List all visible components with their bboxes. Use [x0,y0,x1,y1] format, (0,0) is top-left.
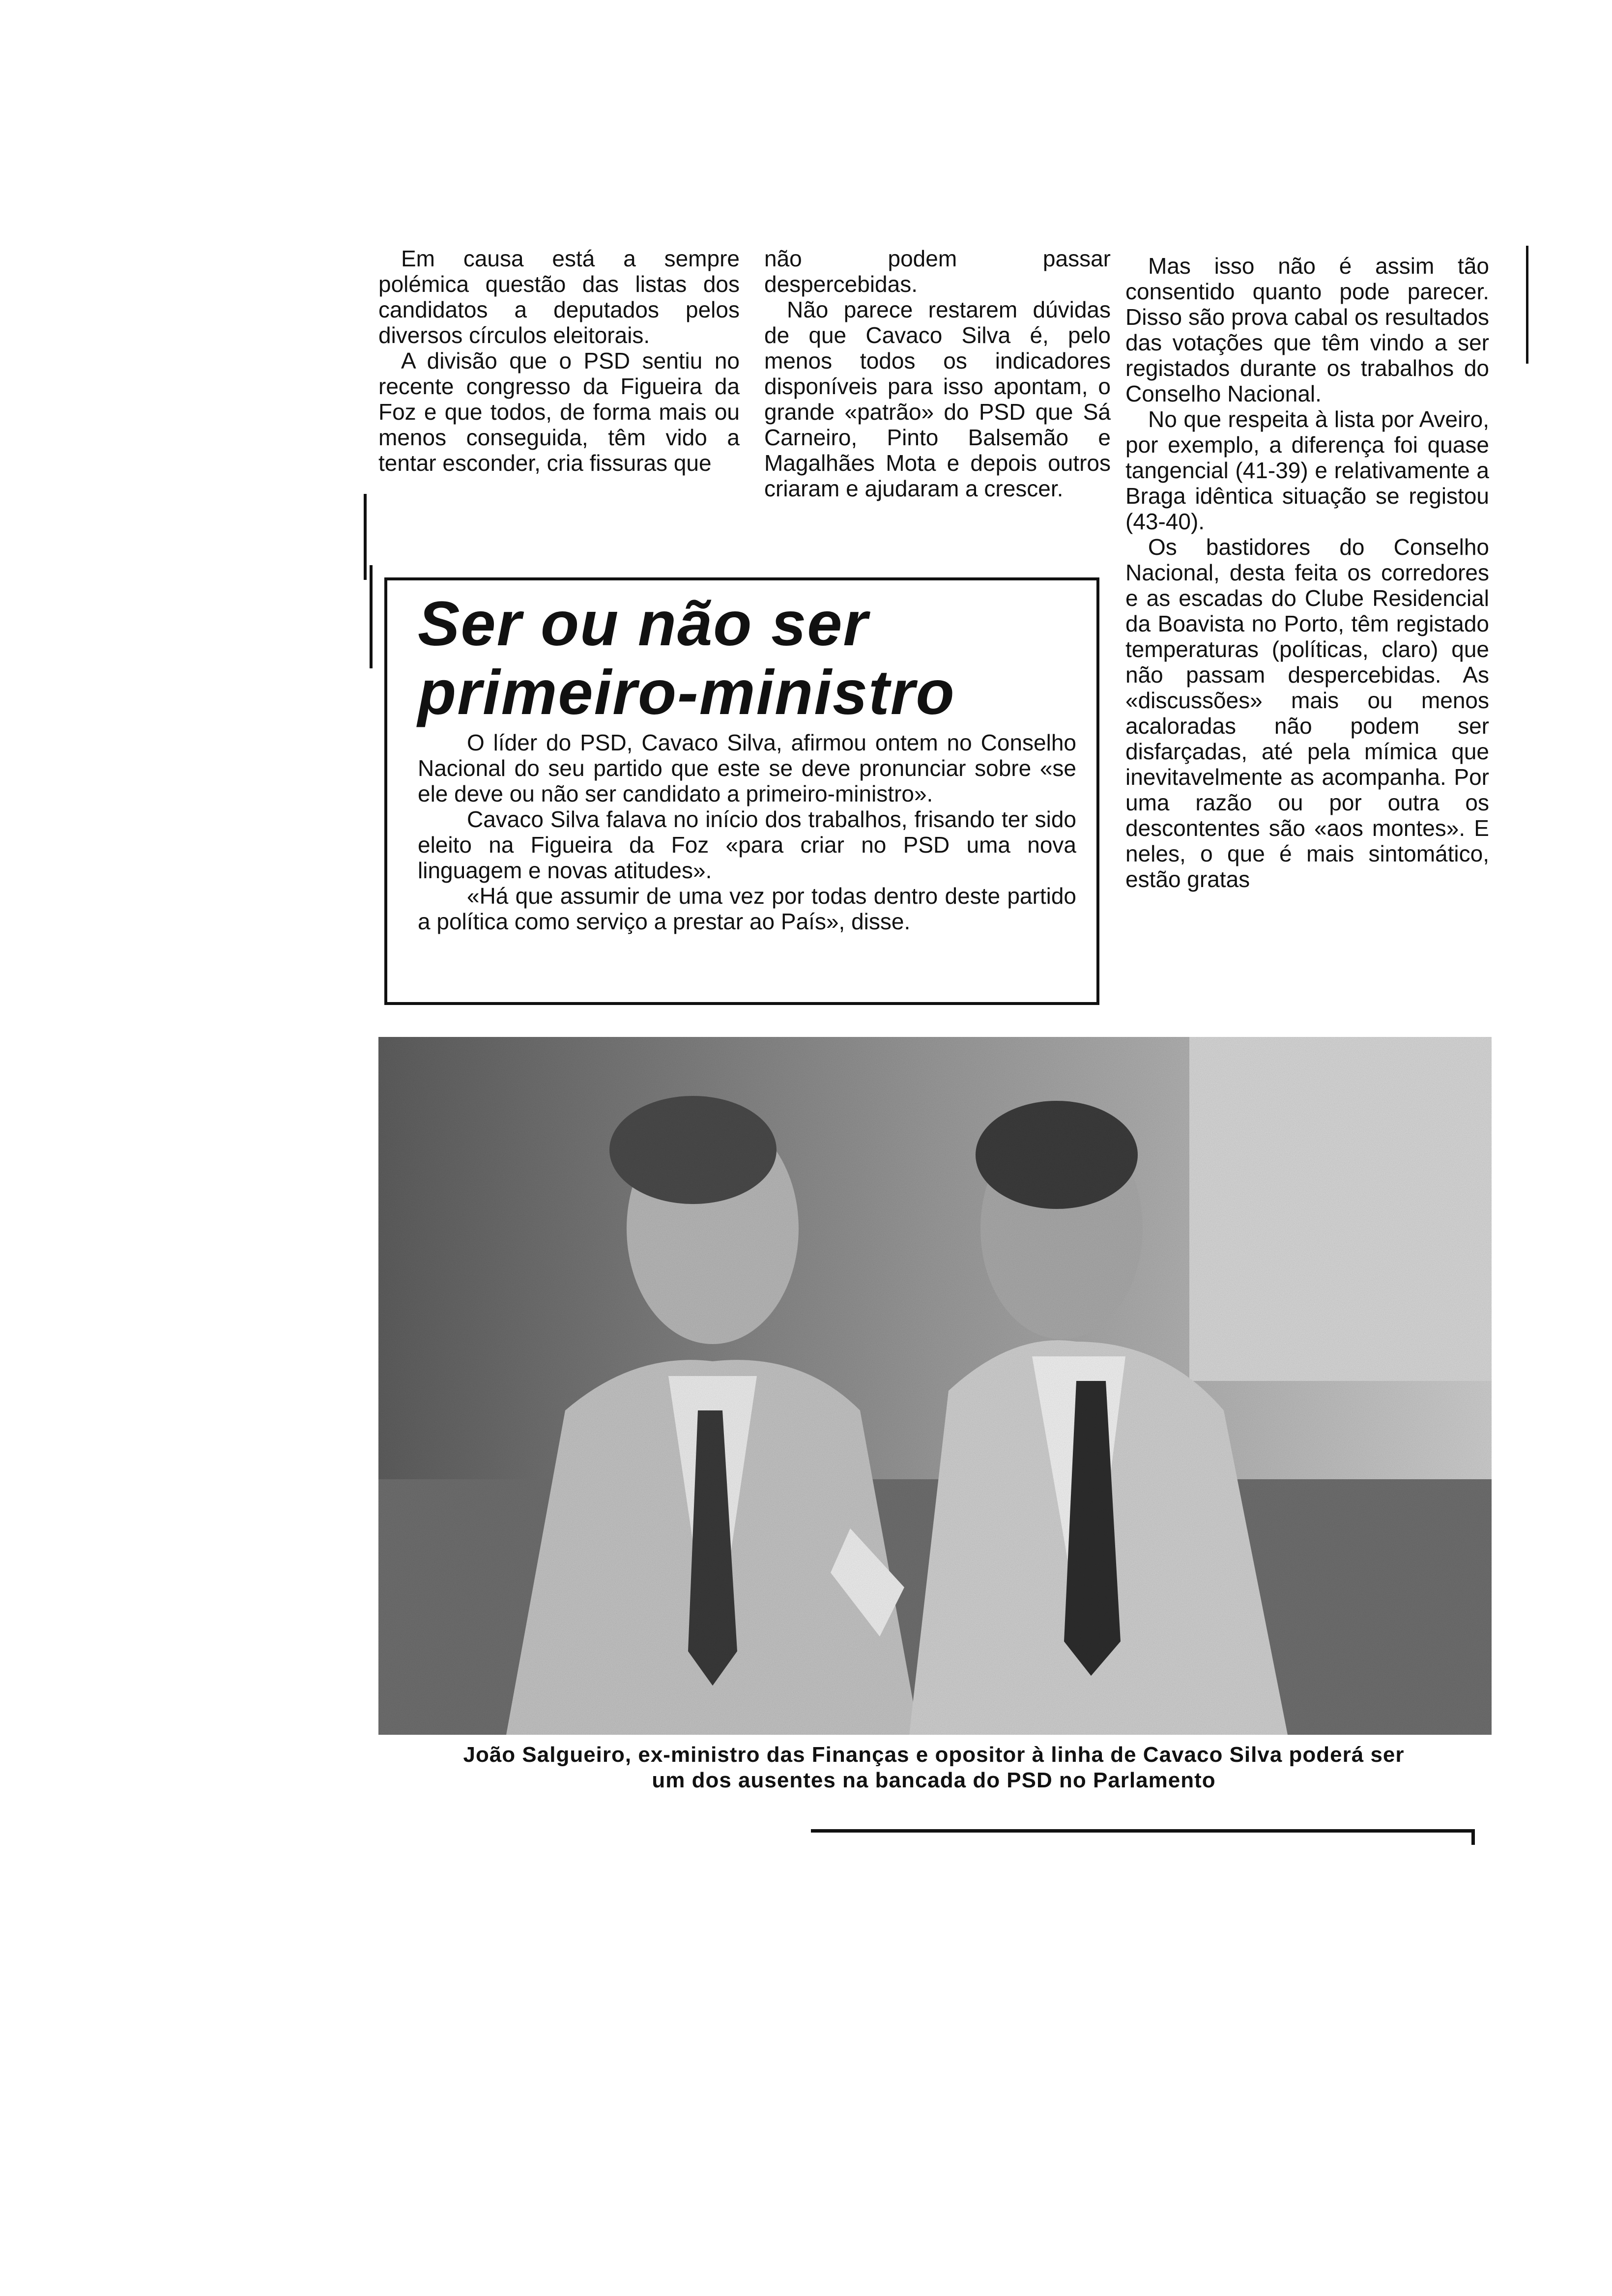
sidebar-body [418,730,1076,934]
paragraph: No que respeita à lista por Aveiro, por exemplo, a diferença foi quase tangencial (41-39) e relativamente a Braga idêntica situação se registou (43-40). [1125,406,1489,534]
headline-line-1: Ser ou não ser [418,589,869,659]
article-column-2 [764,246,1111,501]
article-column-3 [1125,253,1489,892]
paragraph: «Há que assumir de uma vez por todas dentro deste partido a política como serviço a prestar ao País», disse. [418,883,1076,934]
paragraph: A divisão que o PSD sentiu no recente congresso da Figueira da Foz e que todos, de forma mais ou menos conseguida, têm vido a tentar esconder, cria fissuras que [378,348,740,476]
article-column-1 [378,246,740,476]
paragraph: Em causa está a sempre polémica questão das listas dos candidatos a deputados pelos diversos círculos eleitorais. [378,246,740,348]
left-margin-rule [370,565,373,668]
paragraph: O líder do PSD, Cavaco Silva, afirmou ontem no Conselho Nacional do seu partido que este se deve pronunciar sobre «se ele deve ou não ser candidato a primeiro-ministro». [418,730,1076,806]
caption-line-2: um dos ausentes na bancada do PSD no Parlamento [652,1768,1216,1792]
headline-line-2: primeiro-ministro [418,658,955,728]
right-margin-rule [1526,246,1528,364]
bottom-rule [811,1829,1474,1833]
sidebar-headline [418,590,955,727]
bottom-rule-tick [1471,1829,1475,1845]
paragraph: Cavaco Silva falava no início dos trabalhos, frisando ter sido eleito na Figueira da Foz «para criar no PSD uma nova linguagem e novas atitudes». [418,806,1076,883]
paragraph: Os bastidores do Conselho Nacional, desta feita os corredores e as escadas do Clube Residencial da Boavista no Porto, têm registado temperaturas (políticas, claro) que não passam despercebidas. As «discussões» mais ou menos acaloradas não podem ser disfarçadas, até pela mímica que inevitavelmente as acompanha. Por uma razão ou por outra os descontentes são «aos montes». E neles, o que é mais sintomático, estão gratas [1125,534,1489,892]
caption-line-1: João Salgueiro, ex-ministro das Finanças e opositor à linha de Cavaco Silva poderá ser [463,1743,1405,1767]
paragraph: Não parece restarem dúvidas de que Cavaco Silva é, pelo menos todos os indicadores disponíveis para isso apontam, o grande «patrão» do PSD que Sá Carneiro, Pinto Balsemão e Magalhães Mota e depois outros criaram e ajudaram a crescer. [764,297,1111,501]
paragraph: Mas isso não é assim tão consentido quanto pode parecer. Disso são prova cabal os resultados das votações que têm vindo a ser registados durante os trabalhos do Conselho Nacional. [1125,253,1489,406]
left-margin-rule [364,494,367,580]
news-photo [378,1037,1492,1735]
photo-caption [344,1742,1524,1793]
paragraph: não podem passar despercebidas. [764,246,1111,297]
